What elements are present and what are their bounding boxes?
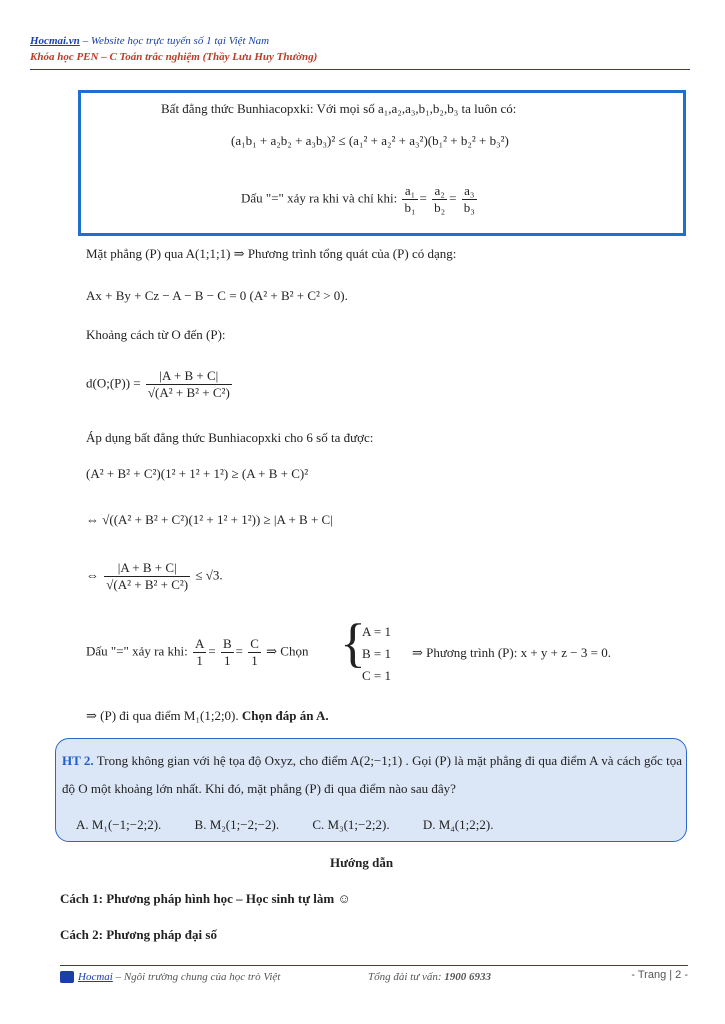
solution-conclusion bbox=[86, 708, 329, 724]
equality-case-prefix: Dấu "=" xảy ra khi: bbox=[86, 643, 188, 659]
bound-rhs: ≤ √3. bbox=[195, 567, 223, 583]
page-number: - Trang | 2 - bbox=[631, 969, 688, 981]
theorem-box bbox=[78, 90, 686, 236]
distance-lhs: d(O;(P)) = bbox=[86, 375, 141, 391]
header-course: Khóa học PEN – C Toán trắc nghiệm (Thầy Lưu Huy Thường) bbox=[30, 51, 318, 63]
problem-statement bbox=[62, 747, 682, 803]
solution-apply-theorem: Áp dụng bất đẳng thức Bunhiacopxki cho 6 số ta được: bbox=[86, 430, 374, 445]
choose-label: ⇒ Chọn bbox=[266, 643, 309, 659]
footer-site-link[interactable]: Hocmai bbox=[78, 971, 113, 983]
option-d[interactable]: D. M₄(1;2;2). bbox=[422, 817, 494, 832]
solution-distance-intro: Khoảng cách từ O đến (P): bbox=[86, 327, 226, 342]
bound-denominator: √(A² + B² + C²) bbox=[106, 577, 189, 592]
problem-text: Trong không gian với hệ tọa độ Oxyz, cho điểm A(2;−1;1) . Gọi (P) là mặt phẳng đi qua điểm A và cách gốc tọa độ O một khoảng lớn nhất. Khi đó, mặt phẳng (P) đi qua điểm nào sau đây? bbox=[62, 753, 682, 796]
footer-logo-icon bbox=[60, 971, 74, 983]
distance-denominator: √(A² + B² + C²) bbox=[147, 385, 230, 400]
header-tagline: – Website học trực tuyến số 1 tại Việt Nam bbox=[79, 35, 270, 47]
ratio-C: $\frac{C}{1}$ bbox=[250, 636, 259, 668]
page-footer bbox=[60, 965, 688, 989]
header-line-1 bbox=[30, 33, 317, 49]
distance-formula bbox=[86, 368, 234, 401]
hotline-label: Tổng đài tư vấn: bbox=[368, 971, 445, 983]
ratio-A: $\frac{A}{1}$ bbox=[194, 636, 205, 668]
problem-box bbox=[55, 738, 687, 842]
theorem-inequality: (a₁b₁ + a₂b₂ + a₃b₃)² ≤ (a₁² + a₂² + a₃²)(b₁² + b₂² + b₃²) bbox=[231, 133, 509, 148]
footer-hotline bbox=[368, 971, 491, 983]
conclusion-text: ⇒ (P) đi qua điểm M₁(1;2;0). bbox=[86, 708, 239, 723]
system-brace: { bbox=[340, 613, 366, 673]
guide-method-2: Cách 2: Phương pháp đại số bbox=[60, 927, 217, 942]
bound-numerator: |A + B + C| bbox=[104, 560, 190, 577]
option-a[interactable]: A. M₁(−1;−2;2). bbox=[76, 817, 162, 832]
theorem-statement: Bất đẳng thức Bunhiacopxki: Với mọi số a₁,a₂,a₃,b₁,b₂,b₃ ta luôn có: bbox=[161, 101, 517, 116]
guide-method-1: Cách 1: Phương pháp hình học – Học sinh tự làm ☺ bbox=[60, 891, 351, 906]
system-row-2: B = 1 bbox=[362, 646, 392, 661]
theorem-equality-condition: Dấu "=" xảy ra khi và chỉ khi: $\frac{\text{a₁}}{\text{b₁}}$ = $\frac{\text{a₂}}{\text{b₂}}$ = $\frac{\text{a₃}}{\text{b₃}}$ bbox=[241, 183, 475, 215]
header-site-link[interactable]: Hocmai.vn bbox=[30, 35, 80, 47]
distance-numerator: |A + B + C| bbox=[146, 368, 232, 385]
plane-result: ⇒ Phương trình (P): x + y + z − 3 = 0. bbox=[412, 645, 611, 660]
page-header bbox=[30, 33, 317, 65]
bound-fraction bbox=[104, 560, 190, 593]
equality-case: Dấu "=" xảy ra khi: $\frac{A}{1}$ = $\frac{B}{1}$ = $\frac{C}{1}$ ⇒ Chọn bbox=[86, 636, 309, 668]
answer-options bbox=[76, 817, 676, 833]
solution-inequality-3 bbox=[86, 560, 223, 593]
ratio-B: $\frac{B}{1}$ bbox=[222, 636, 232, 668]
system-row-1: A = 1 bbox=[362, 624, 392, 639]
solution-line-1: Mặt phẳng (P) qua A(1;1;1) ⇒ Phương trình tổng quát của (P) có dạng: bbox=[86, 246, 457, 261]
ratio-2: $\frac{\text{a₂}}{\text{b₂}}$ bbox=[434, 183, 446, 215]
footer-left bbox=[60, 971, 280, 983]
system-row-3: C = 1 bbox=[362, 668, 392, 683]
system-values bbox=[362, 621, 391, 687]
equality-prefix: Dấu "=" xảy ra khi và chỉ khi: bbox=[241, 190, 398, 206]
option-b[interactable]: B. M₂(1;−2;−2). bbox=[194, 817, 280, 832]
solution-inequality-2: ⇔ √((A² + B² + C²)(1² + 1² + 1²)) ≥ |A + B + C| bbox=[86, 512, 333, 527]
solution-plane-equation: Ax + By + Cz − A − B − C = 0 (A² + B² + C² > 0). bbox=[86, 288, 348, 303]
option-c[interactable]: C. M₃(1;−2;2). bbox=[312, 817, 390, 832]
footer-divider bbox=[60, 965, 688, 966]
ratio-1: $\frac{\text{a₁}}{\text{b₁}}$ bbox=[404, 183, 416, 215]
header-divider bbox=[30, 69, 690, 70]
hotline-number: 1900 6933 bbox=[444, 971, 492, 983]
conclusion-answer: Chọn đáp án A. bbox=[241, 708, 329, 723]
distance-fraction bbox=[146, 368, 232, 401]
equiv-symbol: ⇔ bbox=[86, 567, 99, 583]
ratio-3: $\frac{\text{a₃}}{\text{b₃}}$ bbox=[463, 183, 475, 215]
solution-inequality-1: (A² + B² + C²)(1² + 1² + 1²) ≥ (A + B + C)² bbox=[86, 466, 309, 481]
footer-slogan: – Ngôi trường chung của học trò Việt bbox=[112, 971, 281, 983]
problem-label: HT 2. bbox=[62, 753, 94, 768]
guide-title: Hướng dẫn bbox=[330, 855, 394, 870]
